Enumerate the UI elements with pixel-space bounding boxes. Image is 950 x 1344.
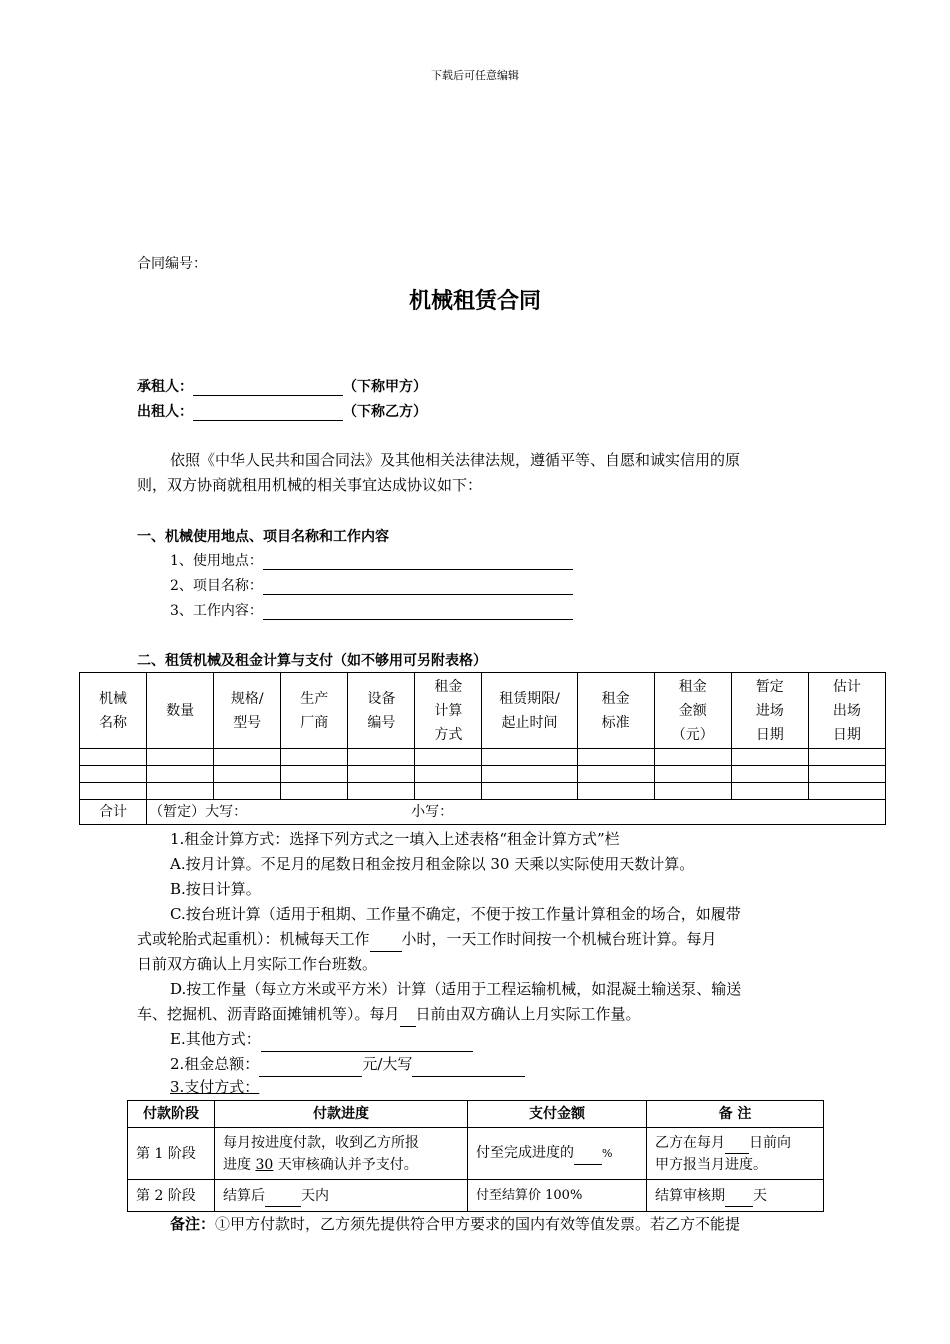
col-spec-model: 规格/ 型号 [214, 673, 281, 749]
col-rent-standard: 租金 标准 [577, 673, 654, 749]
option-e-line: E.其他方式： [170, 1027, 848, 1052]
remark-label: 备注： [170, 1215, 216, 1233]
option-d-line-1: D.按工作量（每立方米或平方米）计算（适用于工程运输机械，如混凝土输送泵、输送 [170, 980, 742, 998]
remark-line [170, 1212, 815, 1237]
review-days-value[interactable]: 30 [255, 1156, 274, 1173]
total-amount-cell[interactable] [147, 800, 886, 825]
option-c-line-3: 日前双方确认上月实际工作台班数。 [137, 955, 378, 973]
payment-row-2 [128, 1180, 824, 1212]
project-name-blank[interactable] [263, 578, 573, 595]
stage-2-progress: 结算后 天内 [215, 1180, 468, 1212]
payment-header-row [128, 1101, 824, 1128]
table-total-row [80, 800, 886, 825]
lessee-label: 承租人： [137, 379, 193, 395]
stage-1-amount: 付至完成进度的 % [468, 1128, 647, 1180]
stage-1-note: 乙方在每月 日前向 甲方报当月进度。 [647, 1128, 824, 1180]
col-manufacturer: 生产 厂商 [281, 673, 348, 749]
lessor-blank[interactable] [193, 404, 343, 421]
lessor-label: 出租人： [137, 404, 193, 420]
section-1-heading: 一、机械使用地点、项目名称和工作内容 [137, 529, 389, 545]
col-lease-period: 租赁期限/ 起止时间 [482, 673, 577, 749]
work-content-blank[interactable] [263, 603, 573, 620]
rental-machinery-table [79, 672, 886, 825]
table-row[interactable] [80, 749, 886, 766]
col-machine-name: 机械 名称 [80, 673, 147, 749]
option-b: B.按日计算。 [170, 880, 261, 898]
work-content-label: 3、工作内容： [170, 603, 263, 619]
project-name-line [170, 575, 573, 595]
report-day-blank[interactable] [725, 1137, 749, 1154]
section-2-heading: 二、租赁机械及租金计算与支付（如不够用可另附表格） [137, 653, 487, 669]
review-period-blank[interactable] [725, 1190, 753, 1207]
stage-2-note: 结算审核期 天 [647, 1180, 824, 1212]
progress-percent-blank[interactable] [574, 1148, 602, 1165]
total-upper-label: （暂定）大写： [149, 804, 248, 820]
settlement-days-blank[interactable] [265, 1190, 301, 1207]
lessee-suffix: （下称甲方） [343, 379, 427, 395]
col-exit-date: 估计 出场 日期 [808, 673, 885, 749]
lessor-line [137, 401, 427, 421]
stage-2-amount: 付至结算价 100% [468, 1180, 647, 1212]
header-note: 下载后可任意编辑 [431, 69, 519, 82]
option-c-line-1: C.按台班计算（适用于租期、工作量不确定，不便于按工作量计算租金的场合，如履带 [170, 905, 741, 923]
total-lower-label: 小写： [411, 804, 454, 820]
stage-1: 第 1 阶段 [128, 1128, 215, 1180]
stage-1-progress: 每月按进度付款，收到乙方所报 进度 30 天审核确认并予支付。 [215, 1128, 468, 1180]
payment-row-1 [128, 1128, 824, 1180]
project-name-label: 2、项目名称： [170, 578, 263, 594]
workload-day-blank[interactable] [400, 1009, 416, 1027]
col-entry-date: 暂定 进场 日期 [731, 673, 808, 749]
lessee-blank[interactable] [193, 379, 343, 396]
site-location-line [170, 550, 573, 570]
work-content-line [170, 600, 573, 620]
contract-number-label: 合同编号： [137, 256, 207, 272]
document-title: 机械租赁合同 [408, 289, 541, 314]
option-a: A.按月计算。不足月的尾数日租金按月租金除以 30 天乘以实际使用天数计算。 [170, 855, 695, 873]
rent-calc-method: 1.租金计算方式：选择下列方式之一填入上述表格“租金计算方式”栏 [170, 830, 620, 848]
intro-line-2: 则，双方协商就租用机械的相关事宜达成协议如下： [137, 476, 483, 494]
table-header-row [80, 673, 886, 749]
table-row[interactable] [80, 783, 886, 800]
option-d-line-2: 车、挖掘机、沥青路面摊铺机等）。每月 日前由双方确认上月实际工作量。 [137, 1002, 815, 1027]
col-equipment-no: 设备 编号 [348, 673, 415, 749]
col-quantity: 数量 [147, 673, 214, 749]
lessee-line [137, 376, 427, 396]
other-method-blank[interactable] [261, 1034, 473, 1052]
site-location-blank[interactable] [263, 553, 573, 570]
header-progress: 付款进度 [215, 1101, 468, 1128]
lessor-suffix: （下称乙方） [343, 404, 427, 420]
intro-line-1: 依照《中华人民共和国合同法》及其他相关法律法规，遵循平等、自愿和诚实信用的原 [170, 451, 741, 469]
payment-method-label: 3.支付方式： [170, 1078, 260, 1096]
payment-table [127, 1100, 824, 1212]
option-c-line-2: 式或轮胎式起重机）：机械每天工作 小时，一天工作时间按一个机械台班计算。每月 [137, 927, 815, 952]
col-rent-amount: 租金 金额 （元） [654, 673, 731, 749]
remark-text: ①甲方付款时，乙方须先提供符合甲方要求的国内有效等值发票。若乙方不能提 [215, 1215, 741, 1233]
header-amount: 支付金额 [468, 1101, 647, 1128]
table-row[interactable] [80, 766, 886, 783]
site-location-label: 1、使用地点： [170, 553, 263, 569]
total-rent-line: 2.租金总额： 元/大写 [170, 1052, 848, 1077]
header-note: 备 注 [647, 1101, 824, 1128]
col-calc-method: 租金 计算 方式 [415, 673, 482, 749]
daily-hours-blank[interactable] [370, 934, 402, 952]
total-label: 合计 [80, 800, 147, 825]
header-stage: 付款阶段 [128, 1101, 215, 1128]
stage-2: 第 2 阶段 [128, 1180, 215, 1212]
